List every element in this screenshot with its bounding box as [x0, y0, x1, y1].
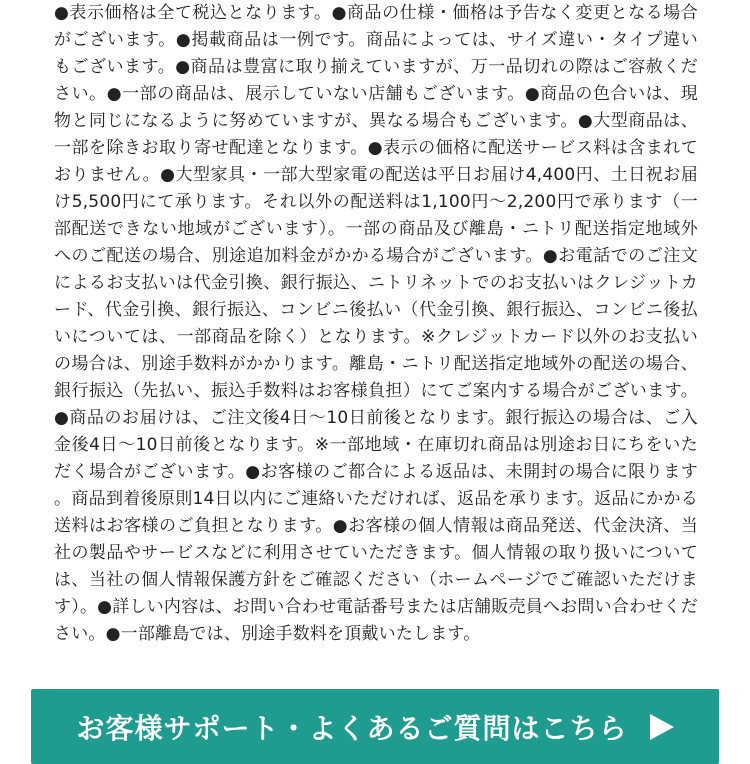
play-triangle-icon [650, 714, 674, 740]
customer-support-faq-button[interactable] [31, 689, 719, 764]
customer-support-faq-label: お客様サポート・よくあるご質問はこちら [76, 711, 628, 745]
terms-notice-text: ●表示価格は全て税込となります。●商品の仕様・価格は予告なく変更となる場合がございます。●掲載商品は一例です。商品によっては、サイズ違い・タイプ違いもございます。●商品は豊富に取り揃えていますが、万一品切れの際はご容赦ください。●一部の商品は、展示していない店舗もございます。●商品の色合いは、現物と同じになるように努めていますが、異なる場合もございます。●大型商品は、一部を除きお取り寄せ配達となります。●表示の価格に配送サービス料は含まれておりません。●大型家具・一部大型家電の配送は平日お届け4,400円、土日祝お届け5,500円にて承ります。それ以外の配送料は1,100円～2,200円で承ります（一部配送できない地域がございます）。一部の商品及び離島・ニトリ配送指定地域外へのご配送の場合、別途追加料金がかかる場合がございます。●お電話でのご注文によるお支払いは代金引換、銀行振込、ニトリネットでのお支払いはクレジットカード、代金引換、銀行振込、コンビニ後払い（代金引換、銀行振込、コンビニ後払いについては、一部商品を除く）となります。※クレジットカード以外のお支払いの場合は、別途手数料がかかります。離島・ニトリ配送指定地域外の配送の場合、銀行振込（先払い、振込手数料はお客様負担）にてご案内する場合がございます。●商品のお届けは、ご注文後4日～10日前後となります。銀行振込の場合は、ご入金後4日～10日前後となります。※一部地域・在庫切れ商品は別途お日にちをいただく場合がございます。●お客様のご都合による返品は、未開封の場合に限ります。商品到着後原則14日以内にご連絡いただければ、返品を承ります。返品にかかる送料はお客様のご負担となります。●お客様の個人情報は商品発送、代金決済、当社の製品やサービスなどに利用させていただきます。個人情報の取り扱いについては、当社の個人情報保護方針をご確認ください（ホームページでご確認いただけます）。●詳しい内容は、お問い合わせ電話番号または店舗販売員へお問い合わせください。●一部離島では、別途手数料を頂戴いたします。 [54, 3, 698, 644]
